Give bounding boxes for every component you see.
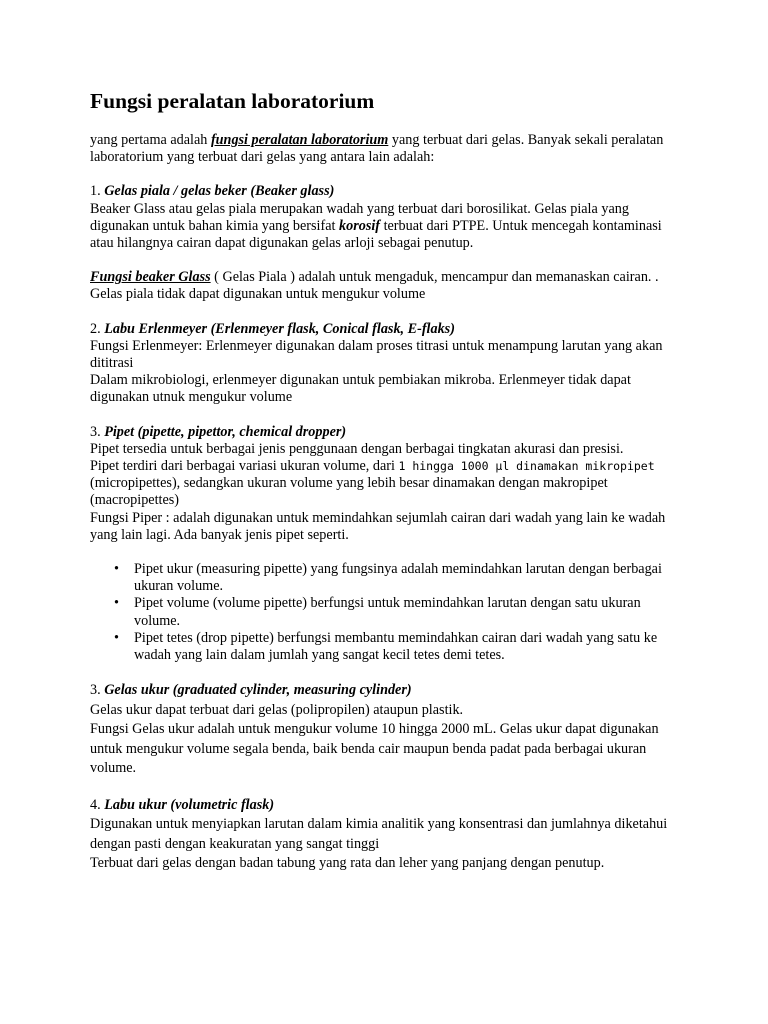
- section-3-paragraph-3: Fungsi Piper : adalah digunakan untuk memindahkan sejumlah cairan dari wadah yang lain ke wadah yang lain lagi. Ada banyak jenis pipet seperti.: [90, 509, 666, 543]
- beaker-function-paragraph: Fungsi beaker Glass ( Gelas Piala ) adalah untuk mengaduk, mencampur dan memanaskan cairan. . Gelas piala tidak dapat digunakan untuk mengukur volume: [90, 269, 659, 303]
- section-3-heading: 3. Pipet (pipette, pipettor, chemical dropper): [90, 423, 347, 440]
- section-4: [90, 681, 678, 874]
- section-2-paragraph-1: Fungsi Erlenmeyer: Erlenmeyer digunakan dalam proses titrasi untuk menampung larutan yang akan dititrasi: [90, 337, 663, 372]
- bullet-icon: •: [114, 561, 119, 578]
- section-5-paragraph-1: Digunakan untuk menyiapkan larutan dalam kimia analitik yang konsentrasi dan jumlahnya diketahui dengan pasti dengan keakuratan yang sangat tinggi: [90, 816, 668, 852]
- pipette-list: [90, 561, 678, 664]
- section-3-paragraph-1: Pipet tersedia untuk berbagai jenis penggunaan dengan berbagai tingkatan akurasi dan presisi.: [90, 440, 624, 457]
- section-5-heading: 4. Labu ukur (volumetric flask): [90, 796, 275, 813]
- beaker-function-link[interactable]: Fungsi beaker Glass: [90, 269, 211, 286]
- page-title: Fungsi peralatan laboratorium: [90, 89, 375, 113]
- bullet-icon: •: [114, 595, 119, 612]
- intro-link[interactable]: fungsi peralatan laboratorium: [210, 132, 389, 148]
- section-4-paragraph-1: Gelas ukur dapat terbuat dari gelas (polipropilen) ataupun plastik.: [90, 701, 464, 718]
- intro-paragraph: yang pertama adalah fungsi peralatan laboratorium yang terbuat dari gelas. Banyak sekali peralatan laboratorium yang terbuat dari gelas yang antara lain adalah:: [90, 132, 664, 166]
- section-1-paragraph: Beaker Glass atau gelas piala merupakan wadah yang terbuat dari borosilikat. Gelas piala yang digunakan untuk bahan kimia yang bersifat korosif terbuat dari PTPE. Untuk mencegah kontaminasi atau hilangnya cairan dapat digunakan gelas arloji sebagai penutup.: [90, 200, 662, 252]
- list-item: • Pipet tetes (drop pipette) berfungsi membantu memindahkan cairan dari wadah yang satu ke wadah yang lain dalam jumlah yang sangat kecil tetes demi tetes.: [114, 629, 658, 664]
- bullet-icon: •: [114, 629, 119, 646]
- section-4-heading: 3. Gelas ukur (graduated cylinder, measuring cylinder): [90, 682, 412, 699]
- section-1-heading: 1. Gelas piala / gelas beker (Beaker glass): [90, 183, 335, 200]
- section-2-paragraph-2: Dalam mikrobiologi, erlenmeyer digunakan untuk pembiakan mikroba. Erlenmeyer tidak dapat digunakan utnuk mengukur volume: [90, 372, 631, 406]
- section-4-paragraph-2: Fungsi Gelas ukur adalah untuk mengukur volume 10 hingga 2000 mL. Gelas ukur dapat digunakan untuk mengukur volume segala benda, baik benda cair maupun benda padat pada berbagai ukuran volume.: [90, 721, 659, 777]
- list-item: • Pipet ukur (measuring pipette) yang fungsinya adalah memindahkan larutan dengan berbagai ukuran volume.: [114, 561, 662, 595]
- list-item: • Pipet volume (volume pipette) berfungsi untuk memindahkan larutan dengan satu ukuran volume.: [114, 595, 641, 629]
- section-2-heading: 2. Labu Erlenmeyer (Erlenmeyer flask, Conical flask, E-flaks): [90, 320, 455, 337]
- section-5-paragraph-2: Terbuat dari gelas dengan badan tabung yang rata dan leher yang panjang dengan penutup.: [90, 855, 605, 872]
- section-3-paragraph-2: Pipet terdiri dari berbagai variasi ukuran volume, dari 1 hingga 1000 µl dinamakan mikropipet (micropipettes), sedangkan ukuran volume yang lebih besar dinamakan dengan makropipet (macropipettes): [90, 458, 655, 509]
